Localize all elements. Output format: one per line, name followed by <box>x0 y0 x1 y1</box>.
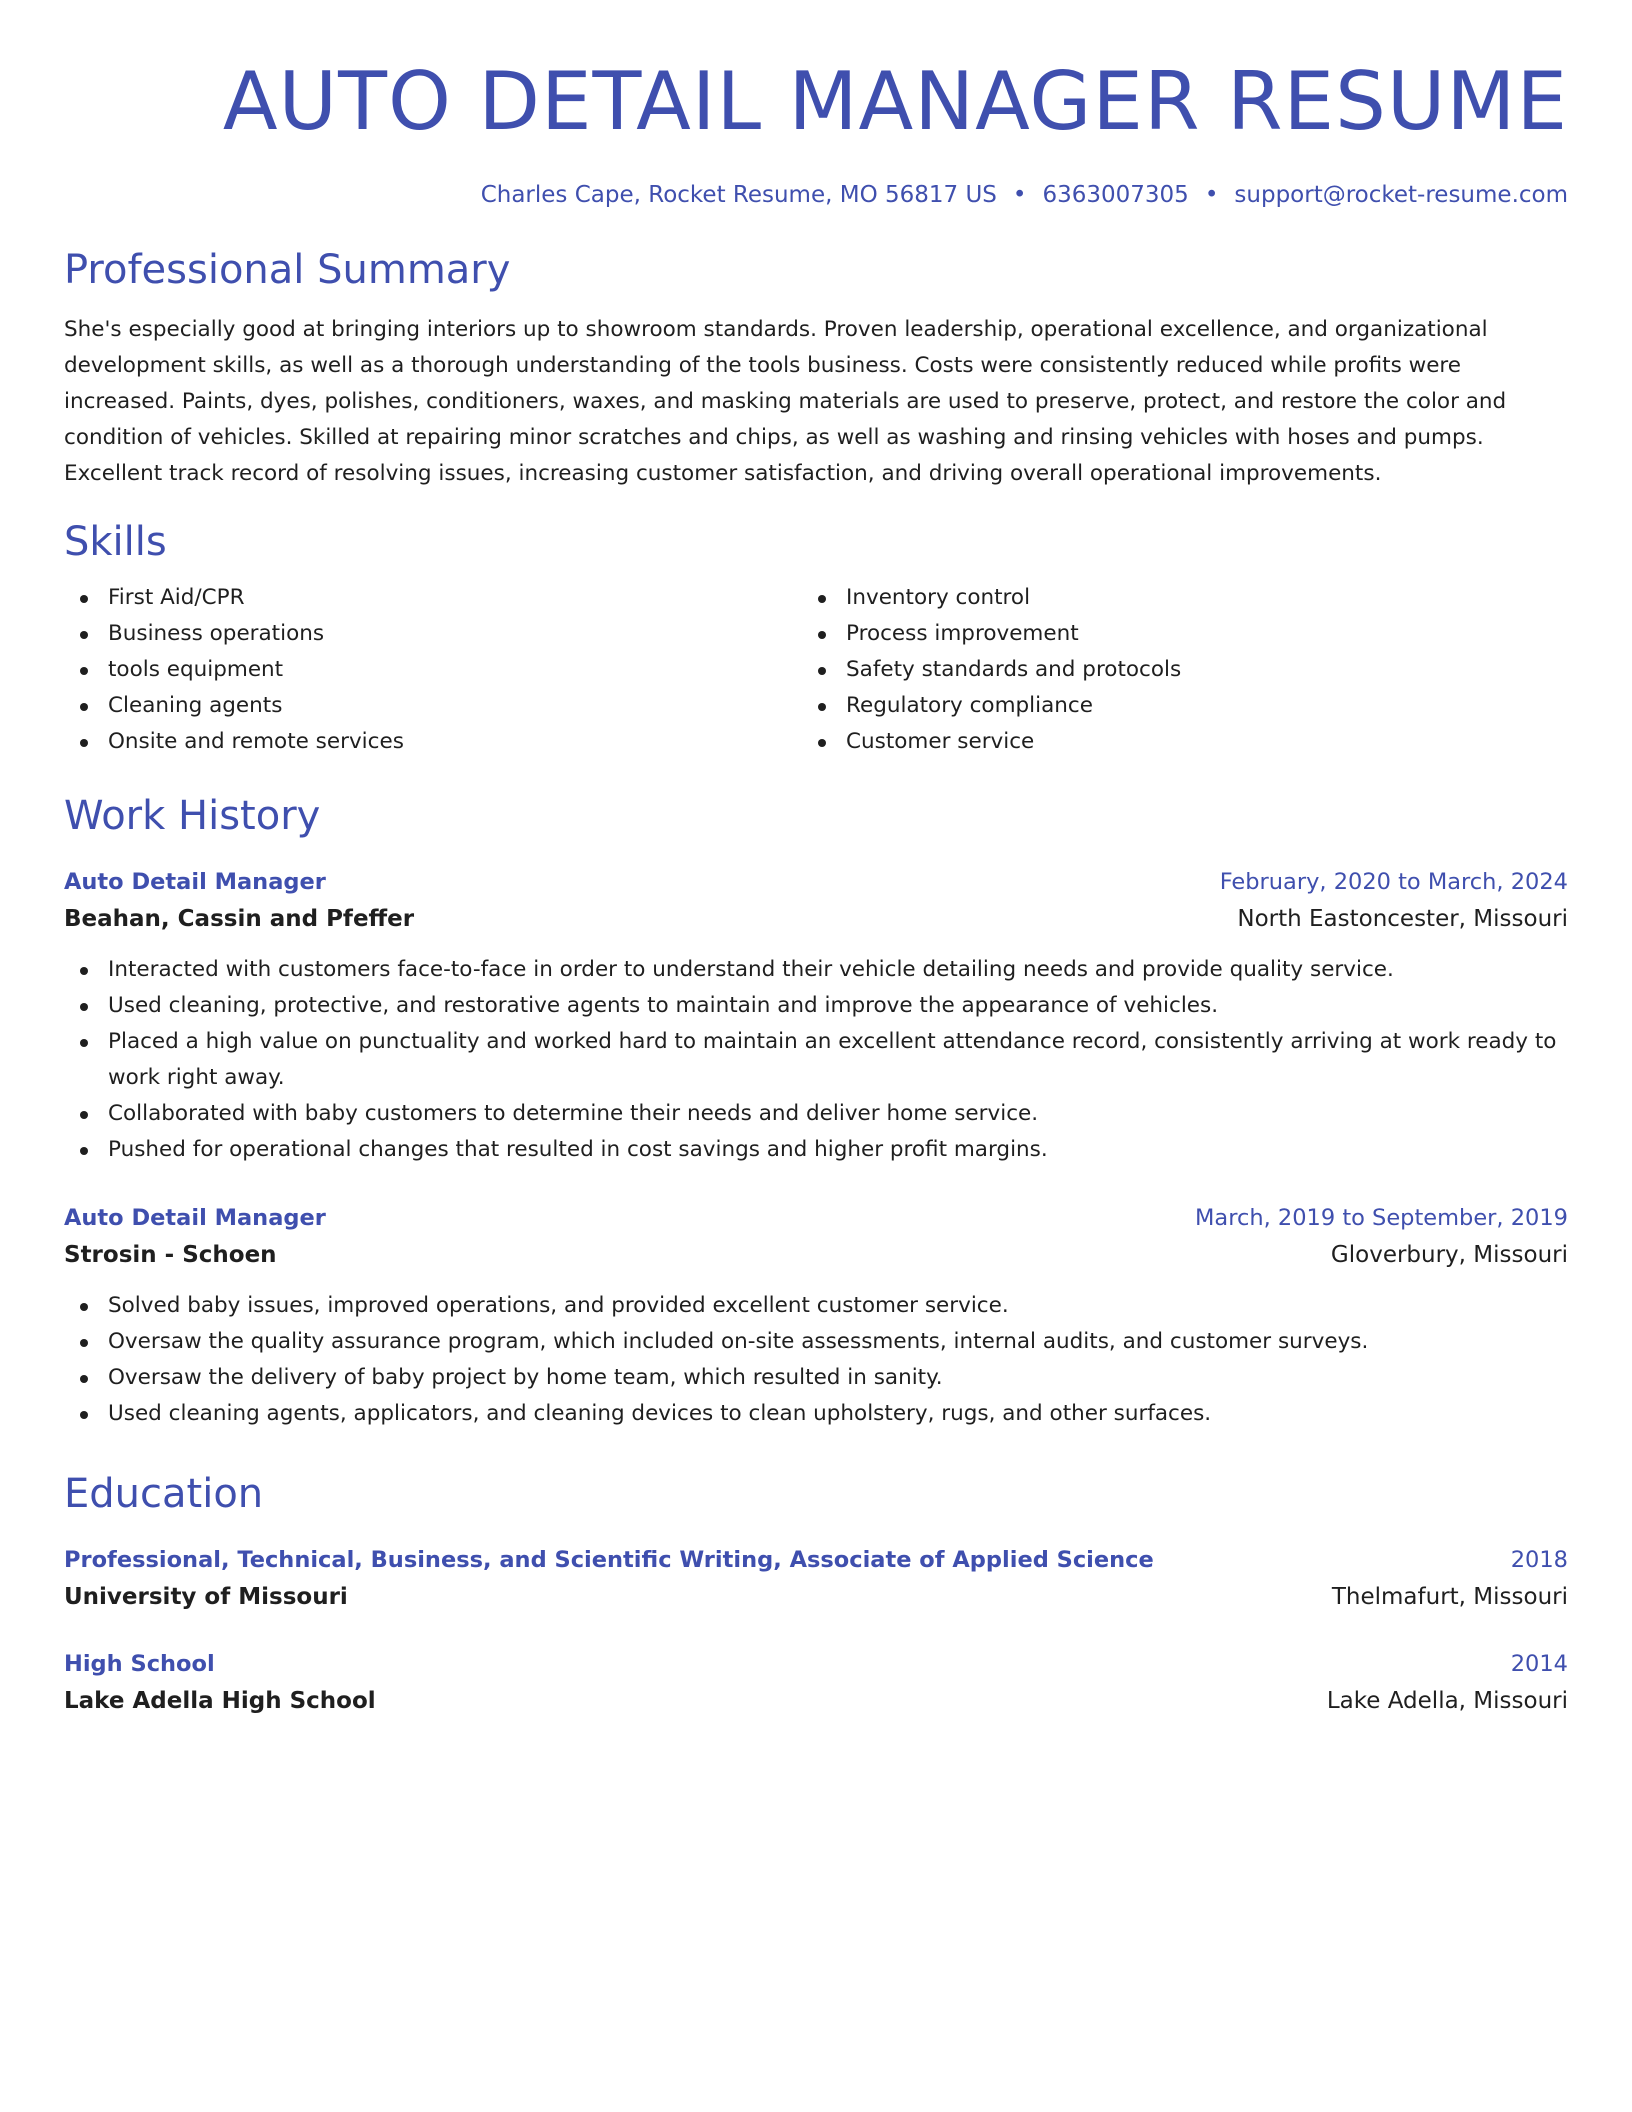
contact-phone: 6363007305 <box>1042 182 1189 208</box>
education-degree: Professional, Technical, Business, and Scientific Writing, Associate of Applied Science <box>64 1547 1154 1573</box>
contact-email[interactable]: support@rocket-resume.com <box>1234 182 1568 208</box>
job-company-row <box>64 1236 1568 1274</box>
skill-item: Regulatory compliance <box>802 688 1540 724</box>
job-bullet: Collaborated with baby customers to determine their needs and deliver home service. <box>64 1096 1568 1132</box>
document-title: AUTO DETAIL MANAGER RESUME <box>222 55 1568 148</box>
job-dates: February, 2020 to March, 2024 <box>1219 869 1568 895</box>
job-title-row <box>64 864 1568 900</box>
education-section <box>64 1468 1568 1720</box>
resume-header <box>64 52 1568 210</box>
education-degree: High School <box>64 1651 215 1677</box>
job-company: Strosin - Schoen <box>64 1242 277 1268</box>
job-bullet: Pushed for operational changes that resulted in cost savings and higher profit margins. <box>64 1132 1568 1168</box>
education-school-row <box>64 1682 1568 1720</box>
skill-item: Business operations <box>64 616 802 652</box>
education-school: Lake Adella High School <box>64 1688 376 1714</box>
job-location: North Eastoncester, Missouri <box>1237 906 1568 932</box>
skills-column-right <box>802 580 1540 760</box>
contact-address: Charles Cape, Rocket Resume, MO 56817 US <box>480 182 997 208</box>
skill-item: Customer service <box>802 724 1540 760</box>
job-company: Beahan, Cassin and Pfeffer <box>64 906 415 932</box>
skills-column-left <box>64 580 802 760</box>
contact-line <box>64 180 1568 210</box>
contact-separator: • <box>1204 182 1219 208</box>
skill-item: Process improvement <box>802 616 1540 652</box>
education-year: 2014 <box>1510 1651 1568 1677</box>
skills-grid <box>64 580 1568 760</box>
education-entry <box>64 1542 1568 1616</box>
contact-separator: • <box>1012 182 1027 208</box>
skills-section <box>64 516 1568 760</box>
skill-item: First Aid/CPR <box>64 580 802 616</box>
skills-heading: Skills <box>64 519 167 565</box>
job-bullet: Placed a high value on punctuality and worked hard to maintain an excellent attendance record, consistently arriving at work ready to work right away. <box>64 1024 1568 1096</box>
education-degree-row <box>64 1542 1568 1578</box>
job-bullet: Used cleaning, protective, and restorative agents to maintain and improve the appearance of vehicles. <box>64 988 1568 1024</box>
education-entry <box>64 1646 1568 1720</box>
job-title-row <box>64 1200 1568 1236</box>
skill-item: Inventory control <box>802 580 1540 616</box>
skill-item: tools equipment <box>64 652 802 688</box>
summary-text: She's especially good at bringing interiors up to showroom standards. Proven leadership, operational excellence, and organizational development skills, as well as a thorough understanding of the tools business. Costs were consistently reduced while profits were increased. Paints, dyes, polishes, conditioners, waxes, and masking materials are used to preserve, protect, and restore the color and condition of vehicles. Skilled at repairing minor scratches and chips, as well as washing and rinsing vehicles with hoses and pumps. Excellent track record of resolving issues, increasing customer satisfaction, and driving overall operational improvements. <box>64 317 1507 486</box>
education-degree-row <box>64 1646 1568 1682</box>
skill-item: Safety standards and protocols <box>802 652 1540 688</box>
job-bullet: Interacted with customers face-to-face in order to understand their vehicle detailing needs and provide quality service. <box>64 952 1568 988</box>
education-location: Lake Adella, Missouri <box>1326 1688 1568 1714</box>
skill-item: Onsite and remote services <box>64 724 802 760</box>
job-entry <box>64 1200 1568 1432</box>
job-bullet: Oversaw the delivery of baby project by home team, which resulted in sanity. <box>64 1360 1568 1396</box>
job-location: Gloverbury, Missouri <box>1330 1242 1568 1268</box>
job-company-row <box>64 900 1568 938</box>
job-title: Auto Detail Manager <box>64 869 326 895</box>
summary-heading: Professional Summary <box>64 247 511 293</box>
education-heading: Education <box>64 1471 264 1517</box>
education-year: 2018 <box>1510 1547 1568 1573</box>
job-dates: March, 2019 to September, 2019 <box>1195 1205 1568 1231</box>
job-bullets <box>64 952 1568 1168</box>
job-bullet: Oversaw the quality assurance program, which included on-site assessments, internal audits, and customer surveys. <box>64 1324 1568 1360</box>
education-school: University of Missouri <box>64 1584 348 1610</box>
skill-item: Cleaning agents <box>64 688 802 724</box>
work-history-section <box>64 790 1568 1432</box>
job-title: Auto Detail Manager <box>64 1205 326 1231</box>
job-entry <box>64 864 1568 1168</box>
job-bullet: Used cleaning agents, applicators, and cleaning devices to clean upholstery, rugs, and other surfaces. <box>64 1396 1568 1432</box>
summary-section <box>64 244 1568 492</box>
work-history-heading: Work History <box>64 793 321 839</box>
education-school-row <box>64 1578 1568 1616</box>
education-location: Thelmafurt, Missouri <box>1331 1584 1568 1610</box>
job-bullets <box>64 1288 1568 1432</box>
job-bullet: Solved baby issues, improved operations, and provided excellent customer service. <box>64 1288 1568 1324</box>
